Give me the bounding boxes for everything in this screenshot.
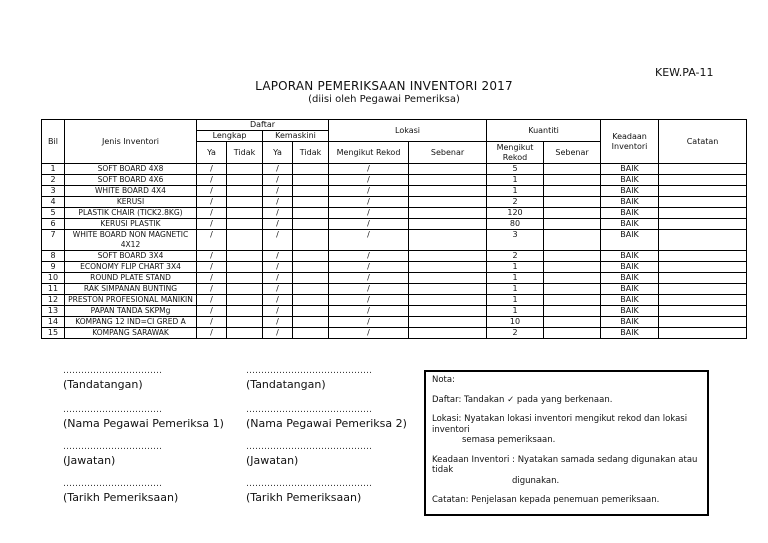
cell-catatan (659, 328, 747, 339)
cell-keadaan: BAIK (601, 284, 659, 295)
cell-kuantiti: 2 (487, 251, 544, 262)
cell-lengkap-tidak (227, 295, 263, 306)
jawatan-line: …………………………… (63, 442, 162, 452)
table-row (42, 175, 747, 186)
nota-keadaan-line1: Keadaan Inventori : Nyatakan samada sedang digunakan atau tidak (432, 454, 698, 475)
cell-kemaskini-ya: / (263, 328, 293, 339)
table-row (42, 317, 747, 328)
cell-bil: 12 (42, 295, 65, 306)
cell-lengkap-ya: / (197, 306, 227, 317)
cell-lokasi-rekod: / (329, 317, 409, 328)
cell-jenis: ROUND PLATE STAND (65, 273, 197, 284)
cell-jenis: KOMPANG SARAWAK (65, 328, 197, 339)
cell-jenis: PLASTIK CHAIR (TICK2.8KG) (65, 208, 197, 219)
cell-lokasi-sebenar (409, 317, 487, 328)
table-row (42, 273, 747, 284)
header-keadaan: Keadaan Inventori (601, 120, 659, 164)
cell-bil: 2 (42, 175, 65, 186)
cell-catatan (659, 306, 747, 317)
cell-keadaan: BAIK (601, 317, 659, 328)
nota-heading: Nota: (432, 375, 455, 385)
cell-kuantiti-sebenar (544, 197, 601, 208)
cell-catatan (659, 219, 747, 230)
signature-block-2 (246, 365, 416, 504)
header-catatan: Catatan (659, 120, 747, 164)
cell-bil: 4 (42, 197, 65, 208)
cell-keadaan: BAIK (601, 251, 659, 262)
cell-kuantiti-sebenar (544, 273, 601, 284)
header-kuantiti: Kuantiti (487, 120, 601, 142)
cell-lokasi-rekod: / (329, 284, 409, 295)
cell-lengkap-ya: / (197, 186, 227, 197)
cell-catatan (659, 197, 747, 208)
header-jenis: Jenis Inventori (65, 120, 197, 164)
cell-kemaskini-tidak (293, 295, 329, 306)
cell-catatan (659, 164, 747, 175)
cell-jenis: SOFT BOARD 3X4 (65, 251, 197, 262)
cell-kuantiti-sebenar (544, 306, 601, 317)
cell-lengkap-tidak (227, 164, 263, 175)
cell-kemaskini-tidak (293, 251, 329, 262)
cell-lengkap-tidak (227, 197, 263, 208)
cell-kemaskini-tidak (293, 186, 329, 197)
cell-bil: 15 (42, 328, 65, 339)
cell-lengkap-tidak (227, 273, 263, 284)
cell-lengkap-tidak (227, 284, 263, 295)
cell-lokasi-rekod: / (329, 295, 409, 306)
cell-kemaskini-tidak (293, 219, 329, 230)
report-subtitle: (diisi oleh Pegawai Pemeriksa) (308, 94, 460, 105)
tarikh-line: …………………………………… (246, 479, 372, 489)
cell-kemaskini-ya: / (263, 262, 293, 273)
nota-lokasi (432, 414, 701, 446)
cell-lokasi-sebenar (409, 328, 487, 339)
cell-lengkap-ya: / (197, 164, 227, 175)
cell-lokasi-sebenar (409, 273, 487, 284)
cell-lengkap-tidak (227, 251, 263, 262)
cell-jenis: SOFT BOARD 4X6 (65, 175, 197, 186)
header-lengkap: Lengkap (197, 131, 263, 142)
cell-kuantiti-sebenar (544, 175, 601, 186)
label-tandatangan-1: (Tandatangan) (63, 378, 143, 391)
cell-bil: 3 (42, 186, 65, 197)
cell-lengkap-ya: / (197, 273, 227, 284)
cell-kuantiti-sebenar (544, 262, 601, 273)
cell-lokasi-sebenar (409, 208, 487, 219)
cell-lokasi-sebenar (409, 295, 487, 306)
cell-jenis: ECONOMY FLIP CHART 3X4 (65, 262, 197, 273)
table-row (42, 208, 747, 219)
table-row (42, 186, 747, 197)
header-bil: Bil (42, 120, 65, 164)
cell-lokasi-rekod: / (329, 251, 409, 262)
cell-kuantiti-sebenar (544, 328, 601, 339)
cell-lokasi-rekod: / (329, 230, 409, 251)
cell-kemaskini-tidak (293, 317, 329, 328)
cell-kemaskini-ya: / (263, 186, 293, 197)
cell-kemaskini-tidak (293, 164, 329, 175)
signature-line: …………………………………… (246, 366, 372, 376)
cell-kemaskini-tidak (293, 197, 329, 208)
cell-kemaskini-ya: / (263, 175, 293, 186)
cell-kuantiti: 1 (487, 262, 544, 273)
cell-bil: 5 (42, 208, 65, 219)
cell-lokasi-rekod: / (329, 262, 409, 273)
cell-bil: 10 (42, 273, 65, 284)
table-row (42, 164, 747, 175)
cell-kemaskini-ya: / (263, 208, 293, 219)
name-line: …………………………………… (246, 405, 372, 415)
header-kemaskini: Kemaskini (263, 131, 329, 142)
cell-kemaskini-ya: / (263, 164, 293, 175)
cell-keadaan: BAIK (601, 197, 659, 208)
cell-catatan (659, 262, 747, 273)
label-tarikh-1: (Tarikh Pemeriksaan) (63, 491, 179, 504)
table-row (42, 251, 747, 262)
label-nama-2: (Nama Pegawai Pemeriksa 2) (246, 417, 407, 430)
nota-lokasi-line2: semasa pemeriksaan. (462, 435, 556, 445)
cell-lengkap-ya: / (197, 284, 227, 295)
cell-bil: 8 (42, 251, 65, 262)
label-nama-1: (Nama Pegawai Pemeriksa 1) (63, 417, 224, 430)
cell-jenis: KOMPANG 12 IND=CI GRED A (65, 317, 197, 328)
cell-kemaskini-tidak (293, 273, 329, 284)
cell-lengkap-ya: / (197, 175, 227, 186)
cell-lengkap-tidak (227, 219, 263, 230)
cell-lokasi-rekod: / (329, 219, 409, 230)
cell-kuantiti-sebenar (544, 230, 601, 251)
cell-kemaskini-tidak (293, 262, 329, 273)
table-row (42, 295, 747, 306)
nota-lokasi-line1: Lokasi: Nyatakan lokasi inventori mengikut rekod dan lokasi inventori (432, 414, 688, 435)
cell-kuantiti: 120 (487, 208, 544, 219)
tarikh-line: …………………………… (63, 479, 162, 489)
cell-jenis: WHITE BOARD NON MAGNETIC 4X12 (65, 230, 197, 251)
cell-lokasi-rekod: / (329, 306, 409, 317)
cell-lengkap-tidak (227, 230, 263, 251)
cell-lengkap-ya: / (197, 208, 227, 219)
cell-kuantiti-sebenar (544, 284, 601, 295)
cell-keadaan: BAIK (601, 175, 659, 186)
cell-catatan (659, 317, 747, 328)
name-line: …………………………… (63, 405, 162, 415)
cell-bil: 1 (42, 164, 65, 175)
cell-lokasi-sebenar (409, 251, 487, 262)
cell-kemaskini-ya: / (263, 306, 293, 317)
cell-bil: 6 (42, 219, 65, 230)
cell-kemaskini-ya: / (263, 197, 293, 208)
cell-lengkap-ya: / (197, 295, 227, 306)
header-lokasi-sebenar: Sebenar (409, 142, 487, 164)
cell-jenis: WHITE BOARD 4X4 (65, 186, 197, 197)
cell-kemaskini-tidak (293, 175, 329, 186)
nota-box (424, 370, 709, 516)
cell-kemaskini-ya: / (263, 295, 293, 306)
cell-lengkap-ya: / (197, 251, 227, 262)
cell-lengkap-tidak (227, 328, 263, 339)
cell-lokasi-sebenar (409, 219, 487, 230)
cell-jenis: KERUSI (65, 197, 197, 208)
cell-lokasi-rekod: / (329, 273, 409, 284)
cell-catatan (659, 273, 747, 284)
nota-catatan: Catatan: Penjelasan kepada penemuan pemeriksaan. (432, 495, 660, 505)
cell-lengkap-tidak (227, 306, 263, 317)
signature-block-1 (63, 365, 243, 504)
cell-lokasi-sebenar (409, 175, 487, 186)
header-lokasi: Lokasi (329, 120, 487, 142)
table-row (42, 306, 747, 317)
cell-lokasi-rekod: / (329, 175, 409, 186)
nota-daftar: Daftar: Tandakan ✓ pada yang berkenaan. (432, 394, 613, 405)
cell-kemaskini-ya: / (263, 317, 293, 328)
cell-lengkap-ya: / (197, 317, 227, 328)
cell-kemaskini-tidak (293, 230, 329, 251)
table-row (42, 230, 747, 251)
cell-kuantiti: 1 (487, 306, 544, 317)
table-row (42, 284, 747, 295)
jawatan-line: …………………………………… (246, 442, 372, 452)
cell-kuantiti: 5 (487, 164, 544, 175)
header-lengkap-tidak: Tidak (227, 142, 263, 164)
cell-keadaan: BAIK (601, 295, 659, 306)
cell-keadaan: BAIK (601, 230, 659, 251)
cell-kuantiti: 1 (487, 186, 544, 197)
cell-keadaan: BAIK (601, 328, 659, 339)
table-row (42, 262, 747, 273)
cell-lokasi-sebenar (409, 197, 487, 208)
cell-lokasi-rekod: / (329, 197, 409, 208)
signature-line: …………………………… (63, 366, 162, 376)
cell-keadaan: BAIK (601, 186, 659, 197)
cell-kuantiti-sebenar (544, 295, 601, 306)
cell-lokasi-sebenar (409, 262, 487, 273)
cell-keadaan: BAIK (601, 208, 659, 219)
cell-keadaan: BAIK (601, 262, 659, 273)
cell-kuantiti: 80 (487, 219, 544, 230)
cell-bil: 14 (42, 317, 65, 328)
cell-jenis: RAK SIMPANAN BUNTING (65, 284, 197, 295)
cell-kuantiti-sebenar (544, 208, 601, 219)
label-jawatan-1: (Jawatan) (63, 454, 116, 467)
cell-jenis: KERUSI PLASTIK (65, 219, 197, 230)
cell-kemaskini-tidak (293, 328, 329, 339)
label-tarikh-2: (Tarikh Pemeriksaan) (246, 491, 362, 504)
cell-kuantiti-sebenar (544, 164, 601, 175)
cell-keadaan: BAIK (601, 273, 659, 284)
inventory-table (41, 119, 747, 339)
table-row (42, 197, 747, 208)
cell-lengkap-ya: / (197, 328, 227, 339)
header-lokasi-rekod: Mengikut Rekod (329, 142, 409, 164)
cell-kuantiti: 1 (487, 284, 544, 295)
nota-keadaan (432, 455, 701, 487)
cell-lokasi-rekod: / (329, 164, 409, 175)
cell-keadaan: BAIK (601, 219, 659, 230)
cell-kemaskini-ya: / (263, 284, 293, 295)
header-kuantiti-rekod: Mengikut Rekod (487, 142, 544, 164)
cell-lengkap-tidak (227, 175, 263, 186)
cell-kemaskini-tidak (293, 284, 329, 295)
document-code: KEW.PA-11 (655, 66, 714, 79)
cell-bil: 13 (42, 306, 65, 317)
header-lengkap-ya: Ya (197, 142, 227, 164)
label-jawatan-2: (Jawatan) (246, 454, 299, 467)
cell-lengkap-ya: / (197, 262, 227, 273)
cell-bil: 7 (42, 230, 65, 251)
cell-lokasi-sebenar (409, 164, 487, 175)
header-kuantiti-sebenar: Sebenar (544, 142, 601, 164)
cell-kemaskini-ya: / (263, 273, 293, 284)
cell-catatan (659, 175, 747, 186)
cell-kemaskini-ya: / (263, 230, 293, 251)
nota-keadaan-line2: digunakan. (512, 475, 560, 486)
cell-kemaskini-tidak (293, 208, 329, 219)
table-row (42, 328, 747, 339)
cell-kemaskini-tidak (293, 306, 329, 317)
cell-lengkap-ya: / (197, 230, 227, 251)
cell-lokasi-sebenar (409, 284, 487, 295)
cell-kuantiti: 1 (487, 295, 544, 306)
cell-bil: 9 (42, 262, 65, 273)
cell-lengkap-tidak (227, 262, 263, 273)
report-title: LAPORAN PEMERIKSAAN INVENTORI 2017 (255, 79, 513, 93)
table-row (42, 219, 747, 230)
header-kemaskini-ya: Ya (263, 142, 293, 164)
cell-lokasi-sebenar (409, 306, 487, 317)
cell-catatan (659, 208, 747, 219)
cell-lengkap-tidak (227, 186, 263, 197)
cell-kemaskini-ya: / (263, 219, 293, 230)
cell-kemaskini-ya: / (263, 251, 293, 262)
cell-lokasi-rekod: / (329, 186, 409, 197)
cell-catatan (659, 295, 747, 306)
cell-lengkap-ya: / (197, 197, 227, 208)
cell-lokasi-sebenar (409, 186, 487, 197)
header-kemaskini-tidak: Tidak (293, 142, 329, 164)
cell-jenis: PRESTON PROFESIONAL MANIKIN (65, 295, 197, 306)
cell-kuantiti: 3 (487, 230, 544, 251)
label-tandatangan-2: (Tandatangan) (246, 378, 326, 391)
cell-kuantiti-sebenar (544, 186, 601, 197)
cell-jenis: SOFT BOARD 4X8 (65, 164, 197, 175)
cell-kuantiti: 1 (487, 175, 544, 186)
cell-jenis: PAPAN TANDA SKPMg (65, 306, 197, 317)
cell-keadaan: BAIK (601, 306, 659, 317)
cell-kuantiti-sebenar (544, 317, 601, 328)
inventory-rows (42, 164, 747, 339)
cell-kuantiti: 10 (487, 317, 544, 328)
cell-kuantiti: 1 (487, 273, 544, 284)
cell-bil: 11 (42, 284, 65, 295)
header-daftar: Daftar (197, 120, 329, 131)
cell-lokasi-rekod: / (329, 208, 409, 219)
cell-catatan (659, 230, 747, 251)
cell-lokasi-sebenar (409, 230, 487, 251)
cell-kuantiti: 2 (487, 197, 544, 208)
cell-lengkap-tidak (227, 208, 263, 219)
cell-catatan (659, 284, 747, 295)
cell-lengkap-tidak (227, 317, 263, 328)
cell-lengkap-ya: / (197, 219, 227, 230)
cell-kuantiti: 2 (487, 328, 544, 339)
cell-lokasi-rekod: / (329, 328, 409, 339)
cell-kuantiti-sebenar (544, 219, 601, 230)
cell-catatan (659, 251, 747, 262)
cell-keadaan: BAIK (601, 164, 659, 175)
cell-catatan (659, 186, 747, 197)
cell-kuantiti-sebenar (544, 251, 601, 262)
